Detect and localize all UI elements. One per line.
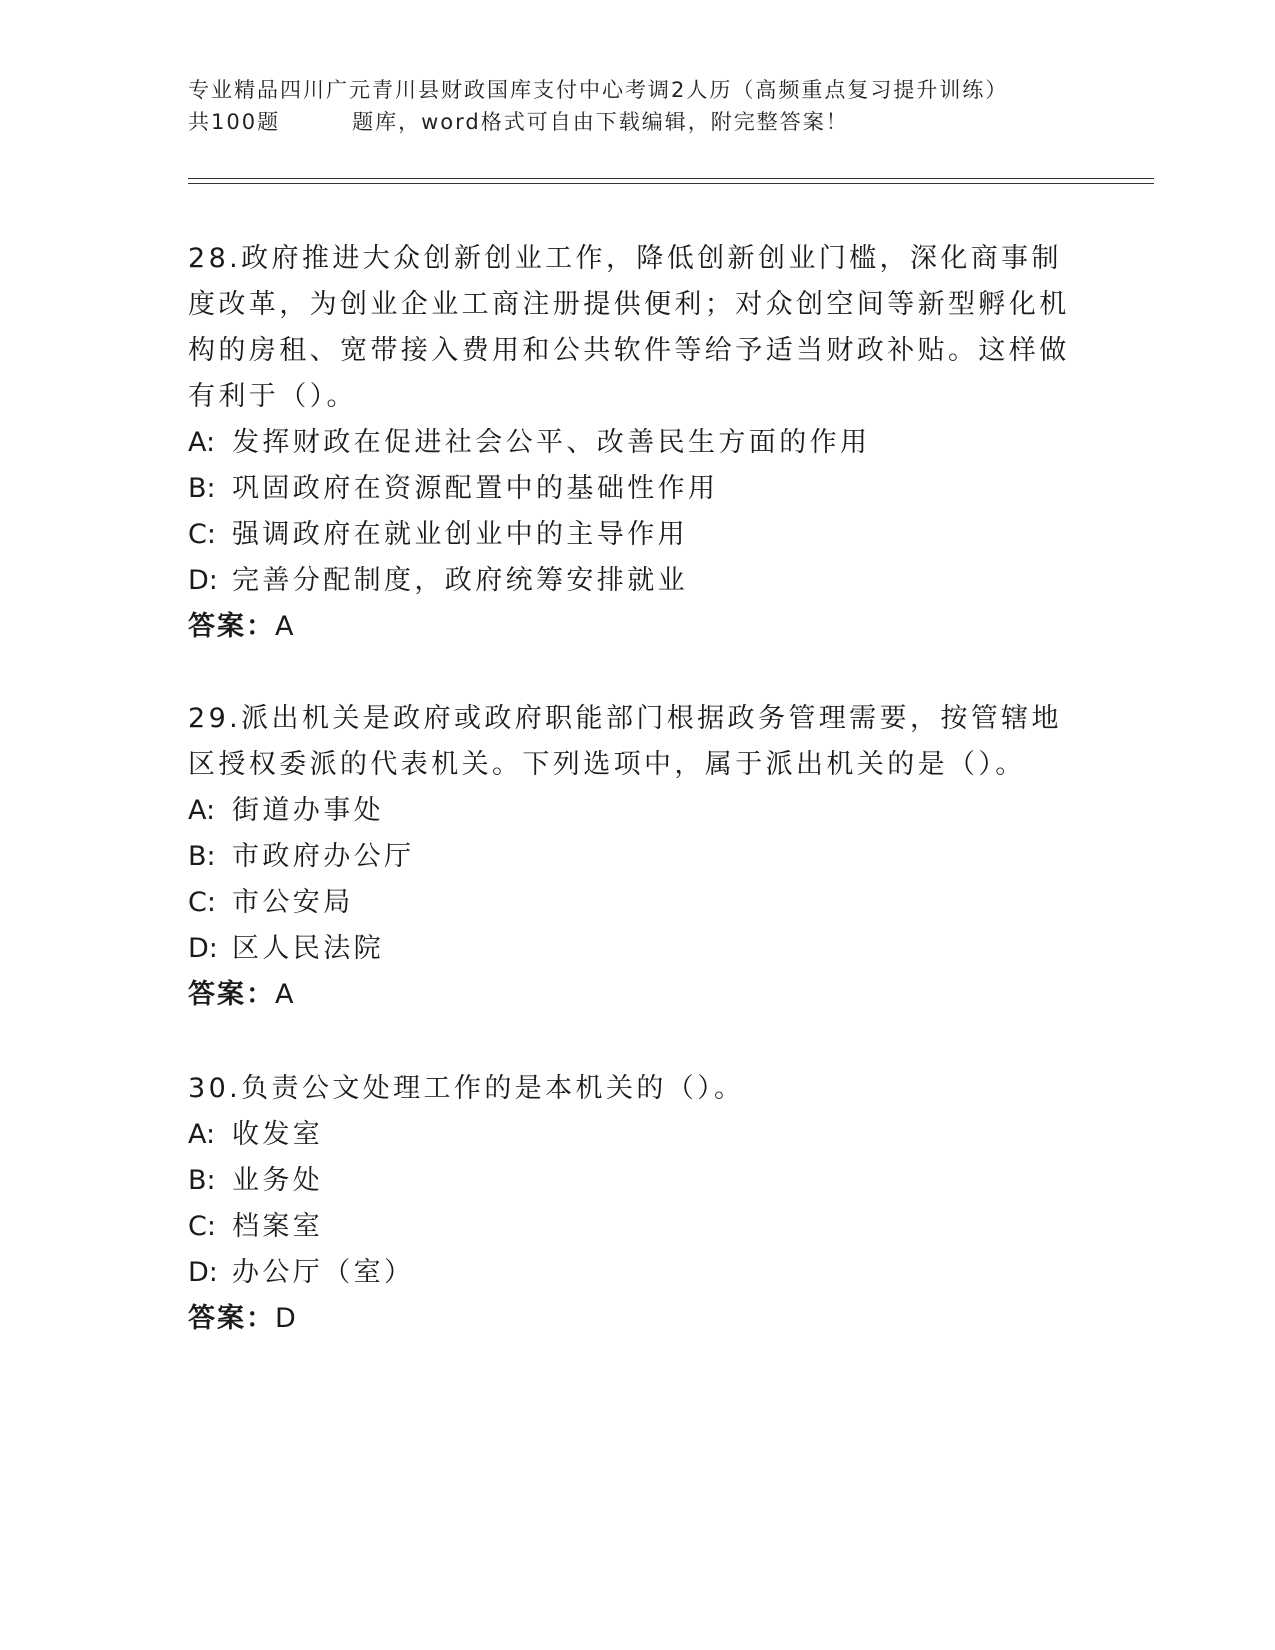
question-30 [188, 1066, 1088, 1342]
option-text: 办公厅（室） [232, 1257, 415, 1288]
option-d [188, 1250, 1088, 1296]
answer-label: 答案： [188, 611, 275, 642]
option-text: 市公安局 [232, 887, 354, 918]
question-29 [188, 696, 1088, 1018]
document-header [188, 74, 1148, 138]
answer-line [188, 1296, 1088, 1342]
option-key: C: [188, 887, 216, 918]
answer-label: 答案： [188, 979, 275, 1010]
answer-label: 答案： [188, 1303, 275, 1334]
question-stem: 30.负责公文处理工作的是本机关的（）。 [188, 1073, 745, 1104]
header-description: 题库，word格式可自由下载编辑，附完整答案！ [352, 110, 849, 134]
option-key: D: [188, 565, 218, 596]
header-question-count: 共100题 [188, 110, 281, 134]
option-a [188, 788, 1088, 834]
answer-line [188, 972, 1088, 1018]
option-a [188, 1112, 1088, 1158]
option-a [188, 420, 1088, 466]
option-d [188, 558, 1088, 604]
option-key: A: [188, 795, 216, 826]
header-subtitle-line [188, 106, 1148, 138]
option-text: 巩固政府在资源配置中的基础性作用 [232, 473, 719, 504]
answer-value: A [275, 979, 296, 1010]
answer-line [188, 604, 1088, 650]
question-stem: 29.派出机关是政府或政府职能部门根据政务管理需要，按管辖地区授权委派的代表机关。下列选项中，属于派出机关的是（）。 [188, 703, 1062, 780]
header-divider-top [188, 178, 1154, 179]
option-key: C: [188, 1211, 216, 1242]
option-text: 强调政府在就业创业中的主导作用 [232, 519, 688, 550]
option-text: 业务处 [232, 1165, 324, 1196]
option-key: C: [188, 519, 216, 550]
answer-value: A [275, 611, 296, 642]
header-title-line: 专业精品四川广元青川县财政国库支付中心考调2人历（高频重点复习提升训练） [188, 78, 1009, 102]
header-divider-bottom [188, 183, 1154, 184]
option-text: 市政府办公厅 [232, 841, 415, 872]
question-stem: 28.政府推进大众创新创业工作，降低创新创业门槛，深化商事制度改革，为创业企业工商注册提供便利；对众创空间等新型孵化机构的房租、宽带接入费用和公共软件等给予适当财政补贴。这样做有利于（）。 [188, 243, 1070, 412]
option-b [188, 1158, 1088, 1204]
option-key: B: [188, 1165, 216, 1196]
option-key: D: [188, 1257, 218, 1288]
option-text: 发挥财政在促进社会公平、改善民生方面的作用 [232, 427, 871, 458]
option-d [188, 926, 1088, 972]
question-28 [188, 236, 1088, 650]
option-key: B: [188, 473, 216, 504]
option-c [188, 1204, 1088, 1250]
option-b [188, 466, 1088, 512]
option-text: 收发室 [232, 1119, 324, 1150]
option-b [188, 834, 1088, 880]
option-text: 档案室 [232, 1211, 324, 1242]
option-text: 区人民法院 [232, 933, 384, 964]
option-key: A: [188, 427, 216, 458]
option-key: B: [188, 841, 216, 872]
option-text: 完善分配制度，政府统筹安排就业 [232, 565, 688, 596]
option-key: D: [188, 933, 218, 964]
option-c [188, 880, 1088, 926]
answer-value: D [275, 1303, 298, 1334]
option-key: A: [188, 1119, 216, 1150]
option-text: 街道办事处 [232, 795, 384, 826]
option-c [188, 512, 1088, 558]
